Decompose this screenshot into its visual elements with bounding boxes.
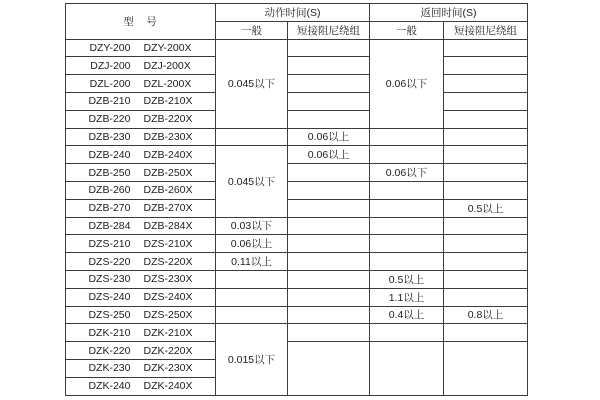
return-damping-cell <box>444 146 528 164</box>
action-damping-cell <box>288 199 370 217</box>
model-name-variant: DZB-284X <box>143 219 193 232</box>
action-general-cell <box>216 288 288 306</box>
return-general-cell <box>370 199 444 217</box>
model-name-variant: DZK-220X <box>143 344 193 357</box>
header-action-general: 一般 <box>216 21 288 39</box>
header-model: 型 号 <box>66 4 216 40</box>
table-row <box>66 92 528 110</box>
action-general-cell: 0.03以下 <box>216 217 288 235</box>
model-name-variant: DZS-230X <box>143 273 193 286</box>
model-name-variant: DZB-230X <box>143 130 193 143</box>
model-name-variant: DZB-210X <box>143 95 193 108</box>
action-general-cell: 0.06以上 <box>216 235 288 253</box>
return-general-cell: 0.4以上 <box>370 306 444 324</box>
model-name-primary: DZK-240 <box>88 380 131 393</box>
action-damping-cell <box>288 217 370 235</box>
return-damping-cell <box>444 217 528 235</box>
model-name-variant: DZL-200X <box>143 77 192 90</box>
table-row <box>66 75 528 93</box>
model-cell <box>66 217 216 235</box>
model-name-variant: DZK-230X <box>143 362 193 375</box>
return-general-cell: 0.5以上 <box>370 270 444 288</box>
return-general-cell <box>370 324 444 342</box>
table-row <box>66 199 528 217</box>
return-damping-cell <box>444 181 528 199</box>
model-cell <box>66 377 216 395</box>
action-general-cell: 0.045以下 <box>216 146 288 217</box>
action-damping-cell: 0.06以上 <box>288 128 370 146</box>
model-cell <box>66 306 216 324</box>
model-name-primary: DZS-210 <box>88 237 131 250</box>
action-damping-cell <box>288 181 370 199</box>
return-general-cell <box>370 217 444 235</box>
return-damping-cell <box>444 342 528 395</box>
table-row <box>66 110 528 128</box>
model-name-primary: DZS-240 <box>88 291 131 304</box>
model-cell <box>66 146 216 164</box>
model-cell <box>66 128 216 146</box>
table-row <box>66 235 528 253</box>
spec-table-container <box>65 3 528 396</box>
model-name-primary: DZB-250 <box>88 166 131 179</box>
model-name-variant: DZB-240X <box>143 148 193 161</box>
header-return-general: 一般 <box>370 21 444 39</box>
model-name-variant: DZY-200X <box>143 41 192 54</box>
action-general-cell: 0.11以上 <box>216 253 288 271</box>
return-general-cell: 1.1以上 <box>370 288 444 306</box>
model-name-variant: DZB-260X <box>143 184 193 197</box>
model-name-primary: DZK-220 <box>88 344 131 357</box>
action-general-cell <box>216 128 288 146</box>
return-damping-cell <box>444 57 528 75</box>
return-damping-cell <box>444 324 528 342</box>
action-general-cell <box>216 270 288 288</box>
return-damping-cell <box>444 253 528 271</box>
model-name-variant: DZB-270X <box>143 202 193 215</box>
model-cell <box>66 199 216 217</box>
model-cell <box>66 75 216 93</box>
model-name-primary: DZY-200 <box>89 41 131 54</box>
action-damping-cell <box>288 306 370 324</box>
action-general-cell: 0.015以下 <box>216 324 288 395</box>
return-general-cell <box>370 181 444 199</box>
model-name-primary: DZJ-200 <box>90 59 131 72</box>
return-general-cell <box>370 235 444 253</box>
model-name-primary: DZK-230 <box>88 362 131 375</box>
model-name-variant: DZS-220X <box>143 255 193 268</box>
return-general-cell <box>370 342 444 395</box>
action-damping-cell <box>288 270 370 288</box>
header-return-damping: 短接阻尼绕组 <box>444 21 528 39</box>
return-general-cell <box>370 146 444 164</box>
model-cell <box>66 270 216 288</box>
action-damping-cell <box>288 253 370 271</box>
return-general-cell: 0.06以下 <box>370 39 444 128</box>
table-row <box>66 324 528 342</box>
return-damping-cell <box>444 110 528 128</box>
return-damping-cell <box>444 164 528 182</box>
action-damping-cell: 0.06以上 <box>288 146 370 164</box>
action-damping-cell <box>288 92 370 110</box>
table-row <box>66 253 528 271</box>
model-cell <box>66 181 216 199</box>
model-name-primary: DZK-210 <box>88 326 131 339</box>
action-general-cell <box>216 306 288 324</box>
model-name-primary: DZS-220 <box>88 255 131 268</box>
model-cell <box>66 235 216 253</box>
model-cell <box>66 39 216 57</box>
action-damping-cell <box>288 288 370 306</box>
model-name-primary: DZB-220 <box>88 113 131 126</box>
model-name-variant: DZK-240X <box>143 380 193 393</box>
model-name-primary: DZB-240 <box>88 148 131 161</box>
model-cell <box>66 359 216 377</box>
header-return-time: 返回时间(S) <box>370 4 528 22</box>
table-row <box>66 164 528 182</box>
model-cell <box>66 57 216 75</box>
model-name-primary: DZB-230 <box>88 130 131 143</box>
model-name-variant: DZB-220X <box>143 113 193 126</box>
return-damping-cell <box>444 128 528 146</box>
action-damping-cell <box>288 164 370 182</box>
header-action-damping: 短接阻尼绕组 <box>288 21 370 39</box>
model-name-primary: DZS-250 <box>88 308 131 321</box>
return-damping-cell: 0.5以上 <box>444 199 528 217</box>
table-row <box>66 39 528 57</box>
return-damping-cell <box>444 288 528 306</box>
model-name-variant: DZS-210X <box>143 237 193 250</box>
model-cell <box>66 164 216 182</box>
action-damping-cell <box>288 75 370 93</box>
header-action-time: 动作时间(S) <box>216 4 370 22</box>
model-name-primary: DZB-210 <box>88 95 131 108</box>
return-general-cell <box>370 128 444 146</box>
return-general-cell <box>370 253 444 271</box>
return-general-cell: 0.06以下 <box>370 164 444 182</box>
model-name-primary: DZB-270 <box>88 202 131 215</box>
return-damping-cell <box>444 92 528 110</box>
return-damping-cell <box>444 39 528 57</box>
model-name-primary: DZS-230 <box>88 273 131 286</box>
model-name-variant: DZB-250X <box>143 166 193 179</box>
table-row <box>66 342 528 360</box>
action-general-cell: 0.045以下 <box>216 39 288 128</box>
model-name-variant: DZS-250X <box>143 308 193 321</box>
relay-timing-table <box>65 3 528 396</box>
table-row <box>66 128 528 146</box>
action-damping-cell <box>288 110 370 128</box>
model-cell <box>66 324 216 342</box>
table-row <box>66 146 528 164</box>
model-name-primary: DZB-260 <box>88 184 131 197</box>
return-damping-cell: 0.8以上 <box>444 306 528 324</box>
return-damping-cell <box>444 270 528 288</box>
return-damping-cell <box>444 75 528 93</box>
model-name-variant: DZJ-200X <box>143 59 191 72</box>
header-row-1 <box>66 4 528 22</box>
return-damping-cell <box>444 235 528 253</box>
table-row <box>66 306 528 324</box>
table-row <box>66 270 528 288</box>
action-damping-cell <box>288 342 370 395</box>
action-damping-cell <box>288 39 370 57</box>
model-cell <box>66 253 216 271</box>
table-row <box>66 288 528 306</box>
action-damping-cell <box>288 324 370 342</box>
table-row <box>66 181 528 199</box>
model-cell <box>66 110 216 128</box>
action-damping-cell <box>288 57 370 75</box>
model-name-variant: DZK-210X <box>143 326 193 339</box>
table-row <box>66 217 528 235</box>
model-cell <box>66 92 216 110</box>
model-name-primary: DZL-200 <box>89 77 131 90</box>
model-cell <box>66 342 216 360</box>
action-damping-cell <box>288 235 370 253</box>
model-cell <box>66 288 216 306</box>
model-name-primary: DZB-284 <box>88 219 131 232</box>
table-row <box>66 57 528 75</box>
model-name-variant: DZS-240X <box>143 291 193 304</box>
